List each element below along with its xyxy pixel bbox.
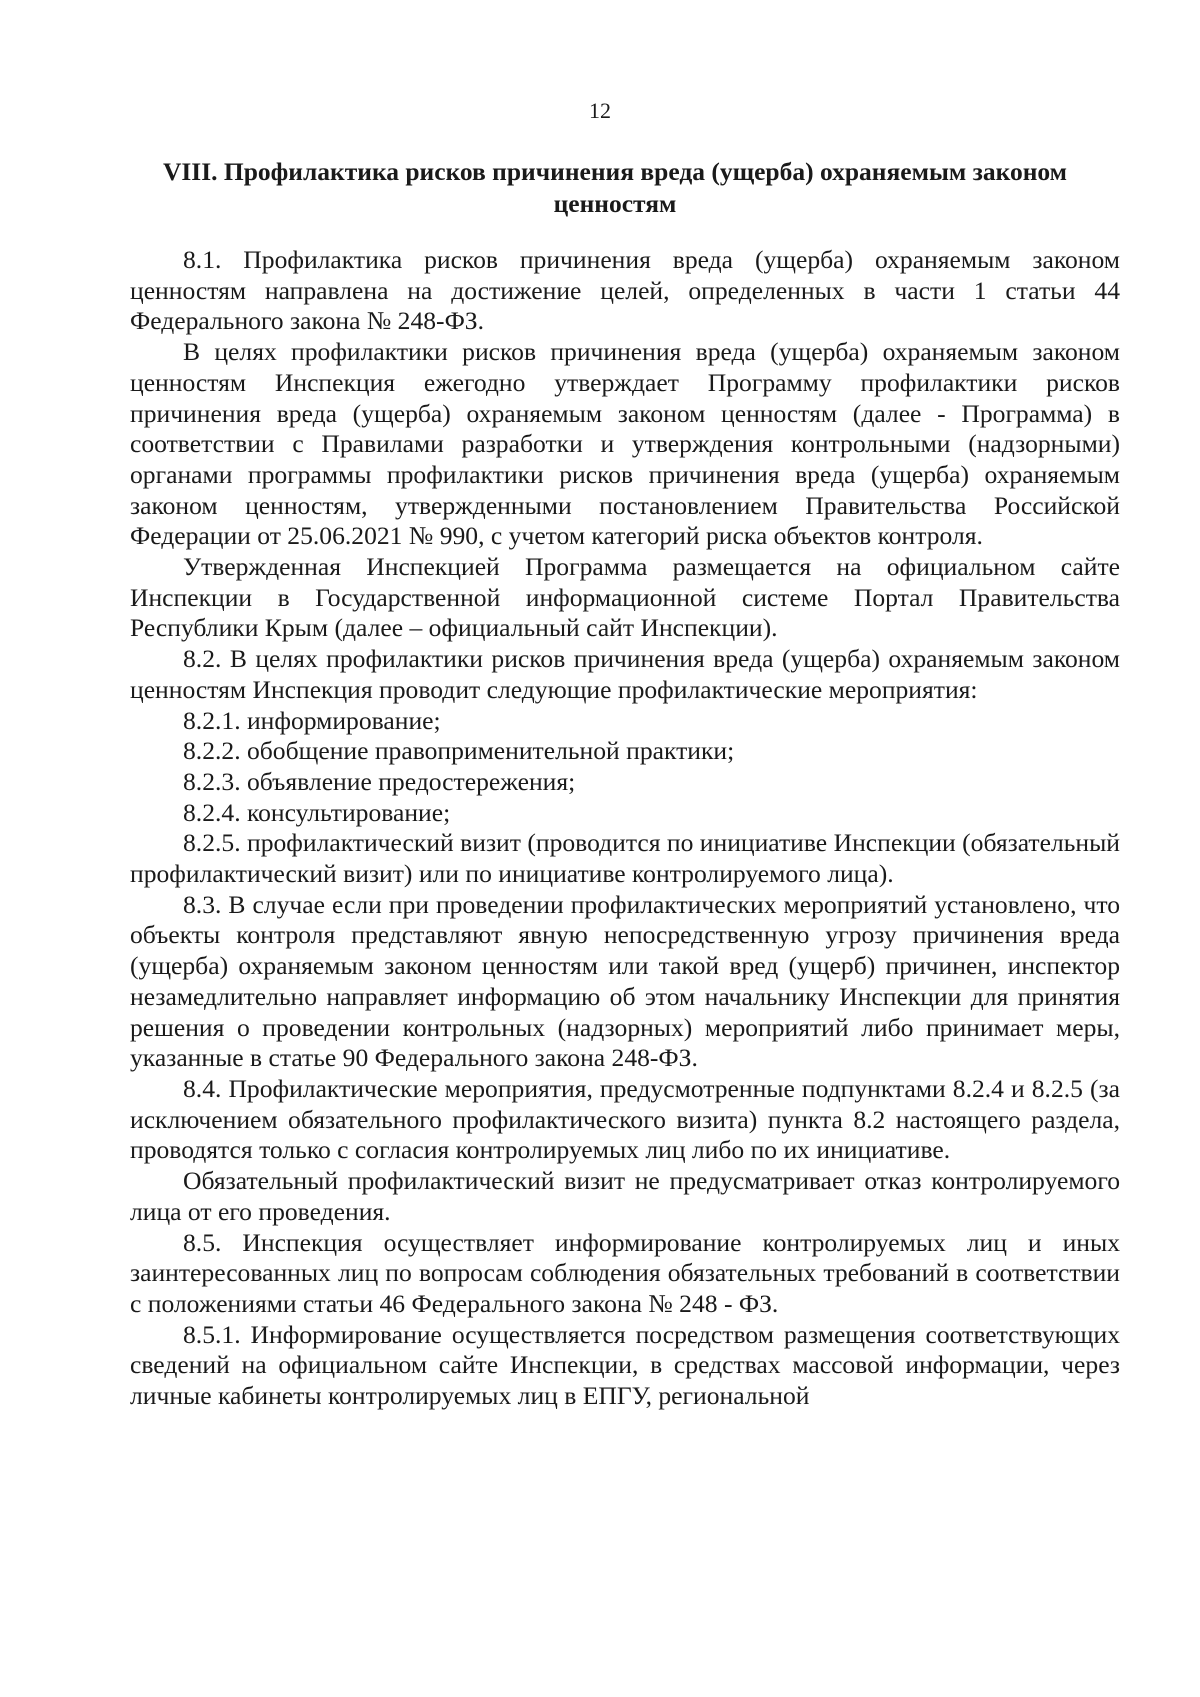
paragraph-8-4: 8.4. Профилактические мероприятия, предусмотренные подпунктами 8.2.4 и 8.2.5 (за исключением обязательного профилактического визита) пункта 8.2 настоящего раздела, проводятся только с согласия контролируемых лиц либо по их инициативе.	[130, 1073, 1120, 1165]
paragraph-8-2: 8.2. В целях профилактики рисков причинения вреда (ущерба) охраняемым законом ценностям Инспекция проводит следующие профилактические мероприятия:	[130, 644, 1120, 704]
paragraph-8-5: 8.5. Инспекция осуществляет информирование контролируемых лиц и иных заинтересованных лиц по вопросам соблюдения обязательных требований в соответствии с положениями статьи 46 Федерального закона № 248 - ФЗ.	[130, 1227, 1120, 1318]
list-item-8-2-4: 8.2.4. консультирование;	[183, 797, 451, 827]
paragraph-8-1: 8.1. Профилактика рисков причинения вреда (ущерба) охраняемым законом ценностям направлена на достижение целей, определенных в части 1 статьи 44 Федерального закона № 248-ФЗ.	[130, 245, 1120, 336]
paragraph-8-3: 8.3. В случае если при проведении профилактических мероприятий установлено, что объекты контроля представляют явную непосредственную угрозу причинения вреда (ущерба) охраняемым законом ценностям или такой вред (ущерб) причинен, инспектор незамедлительно направляет информацию об этом начальнику Инспекции для принятия решения о проведении контрольных (надзорных) мероприятий либо принимает меры, указанные в статье 90 Федерального закона 248-ФЗ.	[130, 889, 1120, 1073]
list-item-8-2-5: 8.2.5. профилактический визит (проводится по инициативе Инспекции (обязательный профилактический визит) или по инициативе контролируемого лица).	[130, 828, 1120, 889]
paragraph-program-placement: Утвержденная Инспекцией Программа размещается на официальном сайте Инспекции в Государственной информационной системе Портал Правительства Республики Крым (далее – официальный сайт Инспекции).	[130, 552, 1120, 643]
paragraph-program: В целях профилактики рисков причинения вреда (ущерба) охраняемым законом ценностям Инспекция ежегодно утверждает Программу профилактики рисков причинения вреда (ущерба) охраняемым законом ценностям (далее - Программа) в соответствии с Правилами разработки и утверждения контрольными (надзорными) органами программы профилактики рисков причинения вреда (ущерба) охраняемым законом ценностям, утвержденными постановлением Правительства Российской Федерации от 25.06.2021 № 990, с учетом категорий риска объектов контроля.	[130, 337, 1120, 551]
paragraph-8-5-1: 8.5.1. Информирование осуществляется посредством размещения соответствующих сведений на официальном сайте Инспекции, в средствах массовой информации, через личные кабинеты контролируемых лиц в ЕПГУ, региональной	[130, 1319, 1120, 1411]
section-heading: VIII. Профилактика рисков причинения вреда (ущерба) охраняемым законом ценностям	[162, 157, 1068, 218]
list-item-8-2-2: 8.2.2. обобщение правоприменительной практики;	[183, 736, 735, 766]
list-item-8-2-3: 8.2.3. объявление предостережения;	[183, 766, 576, 796]
document-body	[130, 245, 1120, 1412]
page-number: 12	[589, 98, 611, 123]
list-item-8-2-1: 8.2.1. информирование;	[183, 705, 441, 735]
paragraph-mandatory-visit: Обязательный профилактический визит не предусматривает отказ контролируемого лица от его проведения.	[130, 1166, 1120, 1226]
